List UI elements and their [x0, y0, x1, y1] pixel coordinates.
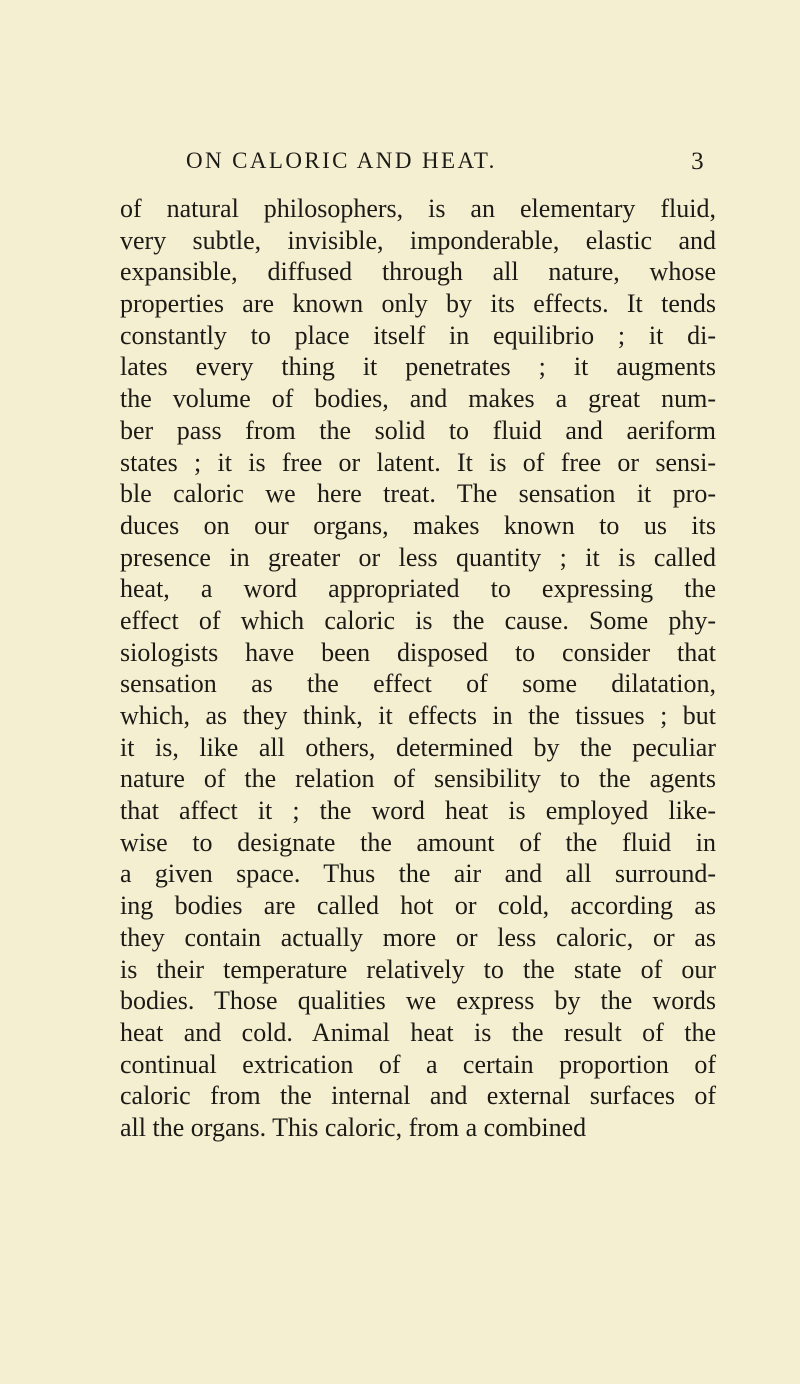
text-line: constantly to place itself in equilibrio ; it di-	[120, 320, 716, 350]
text-line: the volume of bodies, and makes a great num-	[120, 384, 716, 414]
running-head: ON CALORIC AND HEAT.	[186, 148, 497, 173]
text-line: ble caloric we here treat. The sensation it pro-	[120, 479, 716, 509]
text-line: it is, like all others, determined by the peculiar	[120, 732, 716, 762]
text-line: heat, a word appropriated to expressing the	[120, 574, 716, 604]
page-number: 3	[691, 148, 706, 175]
text-line: duces on our organs, makes known to us its	[120, 510, 716, 540]
text-line: continual extrication of a certain proportion of	[120, 1049, 716, 1079]
text-line: properties are known only by its effects. It tends	[120, 289, 716, 319]
text-line: a given space. Thus the air and all surround-	[120, 859, 716, 889]
text-line: expansible, diffused through all nature, whose	[120, 257, 716, 287]
text-line: that affect it ; the word heat is employed like-	[120, 796, 716, 826]
text-line: caloric from the internal and external surfaces of	[120, 1081, 716, 1111]
text-line: bodies. Those qualities we express by the words	[120, 986, 716, 1016]
page-header	[186, 148, 706, 180]
text-line: presence in greater or less quantity ; it is called	[120, 542, 716, 572]
text-line: ber pass from the solid to fluid and aeriform	[120, 415, 716, 445]
text-line: states ; it is free or latent. It is of free or sensi-	[120, 447, 716, 477]
text-line: very subtle, invisible, imponderable, elastic and	[120, 225, 716, 255]
text-line: effect of which caloric is the cause. Some phy-	[120, 605, 716, 635]
text-line: lates every thing it penetrates ; it augments	[120, 352, 716, 382]
body-text	[120, 193, 716, 1144]
text-line: nature of the relation of sensibility to the agents	[120, 764, 716, 794]
text-line: ing bodies are called hot or cold, according as	[120, 891, 716, 921]
text-line: of natural philosophers, is an elementary fluid,	[120, 194, 716, 223]
text-line: they contain actually more or less caloric, or as	[120, 922, 716, 952]
text-line: sensation as the effect of some dilatation,	[120, 669, 716, 699]
text-line: which, as they think, it effects in the tissues ; but	[120, 701, 716, 730]
text-line: is their temperature relatively to the state of our	[120, 954, 716, 984]
text-line: all the organs. This caloric, from a combined	[120, 1112, 587, 1142]
text-line: siologists have been disposed to consider that	[120, 637, 716, 667]
text-line: heat and cold. Animal heat is the result of the	[120, 1017, 716, 1047]
text-line: wise to designate the amount of the fluid in	[120, 827, 716, 857]
